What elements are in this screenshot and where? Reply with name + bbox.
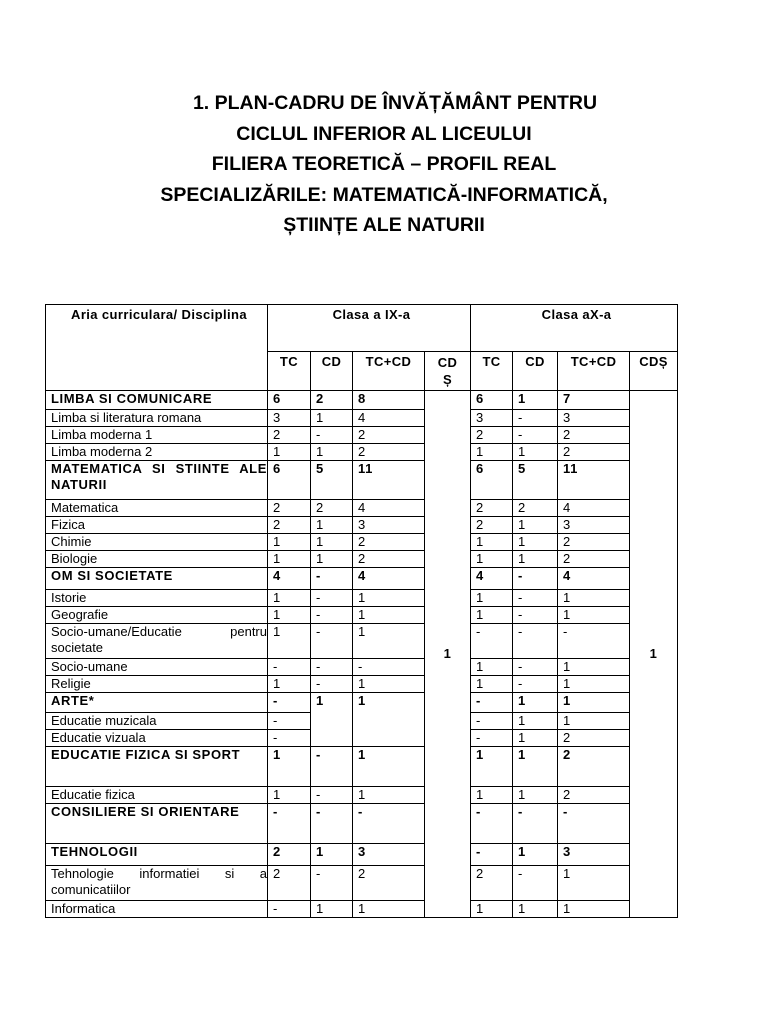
cell-tccd-10: 1 bbox=[558, 866, 630, 901]
row-label: Biologie bbox=[46, 551, 268, 568]
cell-tccd-9: 2 bbox=[353, 866, 425, 901]
row-label: Limba moderna 2 bbox=[46, 444, 268, 461]
table-row bbox=[46, 804, 678, 844]
cell-tccd-10: 2 bbox=[558, 787, 630, 804]
cell-tccd-9: 1 bbox=[353, 607, 425, 624]
cell-tccd-9: - bbox=[353, 804, 425, 844]
cell-cd-9: - bbox=[311, 624, 353, 659]
header-cd-10: CD bbox=[513, 352, 558, 391]
table-row bbox=[46, 461, 678, 500]
header-class-9: Clasa a IX-a bbox=[268, 305, 471, 352]
header-cds-9-text: CD Ș bbox=[437, 355, 458, 387]
cell-cd-9: - bbox=[311, 787, 353, 804]
cell-cd-10: - bbox=[513, 427, 558, 444]
cell-tc-9: 2 bbox=[268, 866, 311, 901]
cell-tc-9: 1 bbox=[268, 607, 311, 624]
header-tc-9: TC bbox=[268, 352, 311, 391]
header-tc-10: TC bbox=[471, 352, 513, 391]
row-label: Limba si literatura romana bbox=[46, 410, 268, 427]
cell-tccd-10: 1 bbox=[558, 590, 630, 607]
header-area: Aria curriculara/ Disciplina bbox=[46, 305, 268, 391]
cell-tccd-10: 1 bbox=[558, 607, 630, 624]
cell-cd-10: 2 bbox=[513, 500, 558, 517]
cell-tc-9: 1 bbox=[268, 787, 311, 804]
table-row bbox=[46, 427, 678, 444]
cell-cd-10: 1 bbox=[513, 534, 558, 551]
cell-tccd-9: 4 bbox=[353, 500, 425, 517]
cell-tccd-10: 1 bbox=[558, 693, 630, 713]
table-row bbox=[46, 866, 678, 901]
cell-cd-9: 1 bbox=[311, 551, 353, 568]
cell-tc-9: 1 bbox=[268, 747, 311, 787]
cell-tccd-9: 1 bbox=[353, 676, 425, 693]
cell-tc-10: - bbox=[471, 693, 513, 713]
row-label: Religie bbox=[46, 676, 268, 693]
cell-tccd-10: 4 bbox=[558, 500, 630, 517]
cell-tc-9: 1 bbox=[268, 551, 311, 568]
title-line-5: ȘTIINȚE ALE NATURII bbox=[283, 214, 485, 236]
cell-cd-9: - bbox=[311, 676, 353, 693]
row-label: Matematica bbox=[46, 500, 268, 517]
cell-tc-9: - bbox=[268, 730, 311, 747]
cell-cd-9: 1 bbox=[311, 444, 353, 461]
cell-cd-10: 1 bbox=[513, 747, 558, 787]
cell-tccd-9: 4 bbox=[353, 410, 425, 427]
cell-cd-9: 1 bbox=[311, 410, 353, 427]
title-line-3: FILIERA TEORETICĂ – PROFIL REAL bbox=[211, 153, 557, 175]
cell-cd-10: - bbox=[513, 676, 558, 693]
cell-tc-9: - bbox=[268, 713, 311, 730]
table-row bbox=[46, 568, 678, 590]
curriculum-table bbox=[45, 304, 678, 918]
cell-tccd-10: 2 bbox=[558, 444, 630, 461]
cell-cd-10: 1 bbox=[513, 901, 558, 918]
cell-tc-10: 1 bbox=[471, 551, 513, 568]
cell-tc-9: 1 bbox=[268, 676, 311, 693]
title-line-2: CICLUL INFERIOR AL LICEULUI bbox=[236, 122, 532, 145]
cell-tc-9: 6 bbox=[268, 391, 311, 410]
row-label: Istorie bbox=[46, 590, 268, 607]
header-cds-9 bbox=[425, 352, 471, 391]
cell-tccd-10: 1 bbox=[558, 901, 630, 918]
table-row bbox=[46, 534, 678, 551]
cell-tc-9: 2 bbox=[268, 844, 311, 866]
cell-cd-10: 1 bbox=[513, 444, 558, 461]
header-cd-9: CD bbox=[311, 352, 353, 391]
cell-tc-9: - bbox=[268, 659, 311, 676]
cell-tc-10: 1 bbox=[471, 444, 513, 461]
cell-tccd-9: 2 bbox=[353, 444, 425, 461]
cell-tccd-10: 2 bbox=[558, 534, 630, 551]
title-line-1: 1. PLAN-CADRU DE ÎNVĂȚĂMÂNT PENTRU bbox=[192, 92, 598, 114]
row-label: EDUCATIE FIZICA SI SPORT bbox=[46, 747, 268, 787]
cell-cd-9: - bbox=[311, 607, 353, 624]
cell-tc-10: 1 bbox=[471, 607, 513, 624]
cell-tc-9: 1 bbox=[268, 624, 311, 659]
cell-cd-9: 1 bbox=[311, 693, 353, 747]
table-header-row-1 bbox=[46, 305, 678, 352]
cell-cd-9: 5 bbox=[311, 461, 353, 500]
cell-tc-10: 1 bbox=[471, 901, 513, 918]
cell-tccd-10: 1 bbox=[558, 713, 630, 730]
cell-cd-10: 1 bbox=[513, 693, 558, 713]
cell-tc-10: 1 bbox=[471, 676, 513, 693]
cell-cd-10: 1 bbox=[513, 713, 558, 730]
cell-tccd-10: 1 bbox=[558, 659, 630, 676]
cell-cd-9: 1 bbox=[311, 901, 353, 918]
cell-cd-10: - bbox=[513, 659, 558, 676]
cell-cds-10: 1 bbox=[630, 391, 678, 918]
cell-tccd-9: 1 bbox=[353, 624, 425, 659]
header-tccd-10: TC+CD bbox=[558, 352, 630, 391]
table-row bbox=[46, 747, 678, 787]
row-label: Limba moderna 1 bbox=[46, 427, 268, 444]
cell-cd-10: 1 bbox=[513, 787, 558, 804]
cell-cd-10: 1 bbox=[513, 517, 558, 534]
table-row bbox=[46, 551, 678, 568]
cell-tccd-10: 3 bbox=[558, 517, 630, 534]
cell-cd-10: 1 bbox=[513, 551, 558, 568]
cell-tc-10: 2 bbox=[471, 517, 513, 534]
table-row bbox=[46, 693, 678, 713]
table-row bbox=[46, 844, 678, 866]
cell-tc-9: - bbox=[268, 693, 311, 713]
row-label: Informatica bbox=[46, 901, 268, 918]
table-row bbox=[46, 517, 678, 534]
row-label: ARTE* bbox=[46, 693, 268, 713]
cell-tccd-10: - bbox=[558, 624, 630, 659]
row-label: Educatie vizuala bbox=[46, 730, 268, 747]
header-tccd-9: TC+CD bbox=[353, 352, 425, 391]
cell-tc-10: 6 bbox=[471, 461, 513, 500]
table-row bbox=[46, 391, 678, 410]
cell-tc-10: 1 bbox=[471, 787, 513, 804]
table-row bbox=[46, 500, 678, 517]
cell-cd-9: - bbox=[311, 866, 353, 901]
row-label: Socio-umane bbox=[46, 659, 268, 676]
table-row bbox=[46, 410, 678, 427]
table-row bbox=[46, 901, 678, 918]
cell-cd-9: 1 bbox=[311, 534, 353, 551]
cell-cd-10: 1 bbox=[513, 391, 558, 410]
cell-tc-9: 6 bbox=[268, 461, 311, 500]
row-label: Educatie muzicala bbox=[46, 713, 268, 730]
cell-cd-10: - bbox=[513, 866, 558, 901]
cell-tccd-10: 3 bbox=[558, 844, 630, 866]
cell-tc-9: - bbox=[268, 901, 311, 918]
cell-tccd-10: 4 bbox=[558, 568, 630, 590]
cell-cd-10: 5 bbox=[513, 461, 558, 500]
cell-cd-10: - bbox=[513, 590, 558, 607]
header-class-10: Clasa aX-a bbox=[471, 305, 678, 352]
cell-cd-10: - bbox=[513, 607, 558, 624]
cell-tccd-10: 1 bbox=[558, 676, 630, 693]
cell-tccd-10: 7 bbox=[558, 391, 630, 410]
header-cds-10: CDȘ bbox=[630, 352, 678, 391]
cell-tc-9: - bbox=[268, 804, 311, 844]
cell-tccd-9: 11 bbox=[353, 461, 425, 500]
cell-tc-9: 1 bbox=[268, 590, 311, 607]
cell-tc-10: - bbox=[471, 804, 513, 844]
row-label: OM SI SOCIETATE bbox=[46, 568, 268, 590]
cell-tccd-9: 4 bbox=[353, 568, 425, 590]
table-row bbox=[46, 787, 678, 804]
row-label: CONSILIERE SI ORIENTARE bbox=[46, 804, 268, 844]
cell-tc-10: 6 bbox=[471, 391, 513, 410]
cell-tc-9: 2 bbox=[268, 427, 311, 444]
cell-tc-9: 2 bbox=[268, 500, 311, 517]
row-label: Chimie bbox=[46, 534, 268, 551]
cell-tc-10: - bbox=[471, 844, 513, 866]
cell-tccd-9: 1 bbox=[353, 590, 425, 607]
cell-tccd-10: 2 bbox=[558, 551, 630, 568]
cell-cd-9: 2 bbox=[311, 391, 353, 410]
row-label: Geografie bbox=[46, 607, 268, 624]
cell-cd-9: - bbox=[311, 590, 353, 607]
cell-tccd-9: 1 bbox=[353, 787, 425, 804]
cell-tc-10: 2 bbox=[471, 500, 513, 517]
row-label: TEHNOLOGII bbox=[46, 844, 268, 866]
cell-tccd-9: 1 bbox=[353, 901, 425, 918]
cell-cd-9: - bbox=[311, 804, 353, 844]
cell-cd-10: 1 bbox=[513, 844, 558, 866]
cell-tccd-10: 2 bbox=[558, 747, 630, 787]
cell-tccd-9: 2 bbox=[353, 427, 425, 444]
row-label: MATEMATICA SI STIINTE ALE NATURII bbox=[46, 461, 268, 500]
cell-tc-10: 2 bbox=[471, 427, 513, 444]
row-label: Educatie fizica bbox=[46, 787, 268, 804]
row-label: Fizica bbox=[46, 517, 268, 534]
cell-tccd-10: 11 bbox=[558, 461, 630, 500]
cell-cd-9: - bbox=[311, 568, 353, 590]
cell-tc-10: 2 bbox=[471, 866, 513, 901]
table-row bbox=[46, 676, 678, 693]
cell-tc-10: 1 bbox=[471, 747, 513, 787]
cell-tc-10: 1 bbox=[471, 534, 513, 551]
cell-tc-9: 1 bbox=[268, 534, 311, 551]
cell-tccd-10: - bbox=[558, 804, 630, 844]
cell-cd-10: - bbox=[513, 624, 558, 659]
cell-tc-9: 4 bbox=[268, 568, 311, 590]
cell-tccd-10: 2 bbox=[558, 730, 630, 747]
title-line-4: SPECIALIZĂRILE: MATEMATICĂ-INFORMATICĂ, bbox=[160, 183, 608, 206]
cell-tc-10: 1 bbox=[471, 659, 513, 676]
cell-cd-9: - bbox=[311, 747, 353, 787]
cell-tccd-9: 3 bbox=[353, 517, 425, 534]
cell-cd-9: 2 bbox=[311, 500, 353, 517]
cell-tccd-9: 2 bbox=[353, 534, 425, 551]
table-row bbox=[46, 659, 678, 676]
cell-tccd-9: 8 bbox=[353, 391, 425, 410]
cell-cd-9: 1 bbox=[311, 517, 353, 534]
row-label: Tehnologie informatiei si a comunicatiilor bbox=[46, 866, 268, 901]
table-row bbox=[46, 607, 678, 624]
cell-tccd-10: 2 bbox=[558, 427, 630, 444]
cell-tccd-10: 3 bbox=[558, 410, 630, 427]
cell-cd-9: - bbox=[311, 427, 353, 444]
cell-tccd-9: - bbox=[353, 659, 425, 676]
cell-tc-10: 3 bbox=[471, 410, 513, 427]
cell-cd-10: - bbox=[513, 568, 558, 590]
cell-tccd-9: 1 bbox=[353, 693, 425, 747]
cell-tc-9: 1 bbox=[268, 444, 311, 461]
document-title bbox=[0, 88, 768, 241]
row-label: LIMBA SI COMUNICARE bbox=[46, 391, 268, 410]
table-row bbox=[46, 444, 678, 461]
table-row bbox=[46, 590, 678, 607]
cell-tc-10: - bbox=[471, 624, 513, 659]
cell-tc-10: 1 bbox=[471, 590, 513, 607]
table-row bbox=[46, 624, 678, 659]
cell-tc-10: - bbox=[471, 730, 513, 747]
cell-tc-10: 4 bbox=[471, 568, 513, 590]
cell-tccd-9: 1 bbox=[353, 747, 425, 787]
cell-tccd-9: 3 bbox=[353, 844, 425, 866]
row-label: Socio-umane/Educatie pentru societate bbox=[46, 624, 268, 659]
cell-tc-9: 2 bbox=[268, 517, 311, 534]
cell-cd-10: - bbox=[513, 804, 558, 844]
cell-cd-9: - bbox=[311, 659, 353, 676]
cell-cd-10: 1 bbox=[513, 730, 558, 747]
cell-tc-10: - bbox=[471, 713, 513, 730]
cell-cd-9: 1 bbox=[311, 844, 353, 866]
cell-cd-10: - bbox=[513, 410, 558, 427]
cell-cds-9: 1 bbox=[425, 391, 471, 918]
cell-tc-9: 3 bbox=[268, 410, 311, 427]
cell-tccd-9: 2 bbox=[353, 551, 425, 568]
